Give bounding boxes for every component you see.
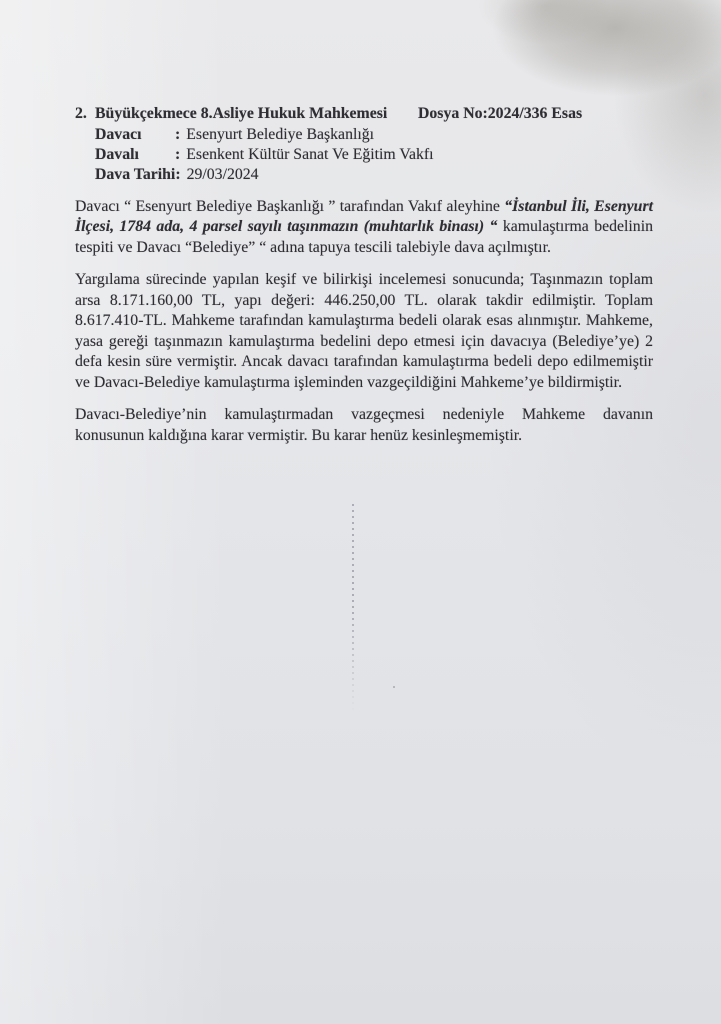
paragraph-claim [75,197,653,259]
field-separator: : [175,125,181,143]
paper-crease-line [352,504,354,712]
document-header [75,104,653,125]
court-title: Büyükçekmece 8.Asliye Hukuk Mahkemesi [95,105,388,122]
document-content [75,104,653,446]
field-value-case-date: 29/03/2024 [186,165,259,183]
item-number: 2. [75,105,87,122]
field-value-defendant: Esenkent Kültür Sanat Ve Eğitim Vakfı [186,145,434,163]
case-fields [95,125,653,185]
field-label-defendant: Davalı [95,145,139,163]
field-separator: : [175,165,181,183]
paragraph-claim-property-description: “İstanbul İli, Esenyurt İlçesi, 1784 ada, 4 parsel sayılı taşınmazın (muhtarlık binası) “ [75,197,653,235]
field-row-defendant [95,145,653,165]
paragraph-valuation: Yargılama sürecinde yapılan keşif ve bilirkişi incelemesi sonucunda; Taşınmazın toplam arsa 8.171.160,00 TL, yapı değeri: 446.250,00 TL. olarak takdir edilmiştir. Toplam 8.617.410-TL. Mahkeme tarafından kamulaştırma bedeli olarak esas alınmıştır. Mahkeme, yasa gereği taşınmazın kamulaştırma bedelini depo etmesi için davacıya (Belediye’ye) 2 defa kesin süre vermiştir. Ancak davacı tarafından kamulaştırma bedeli depo edilmemiştir ve Davacı-Belediye kamulaştırma işleminden vazgeçildiğini Mahkeme’ye bildirmiştir. [75,271,653,391]
case-file-number: Dosya No:2024/336 Esas [418,105,583,122]
paragraph-claim-text-1: Davacı “ Esenyurt Belediye Başkanlığı ” tarafından Vakıf aleyhine [75,197,505,215]
field-row-case-date [95,165,653,185]
paragraph-claim-text-2: kamulaştırma bedelinin tespiti ve Davacı “Belediye” “ adına tapuya tescili talebiyle dava açılmıştır. [75,218,653,256]
field-separator: : [175,145,181,163]
field-row-plaintiff [95,125,653,145]
field-value-plaintiff: Esenyurt Belediye Başkanlığı [186,125,375,143]
paper-speck [393,686,395,688]
paragraph-decision: Davacı-Belediye’nin kamulaştırmadan vazgeçmesi nedeniyle Mahkeme davanın konusunun kaldığına karar vermiştir. Bu karar henüz kesinleşmemiştir. [75,406,653,444]
field-label-case-date: Dava Tarihi [95,165,176,183]
field-label-plaintiff: Davacı [95,125,142,143]
